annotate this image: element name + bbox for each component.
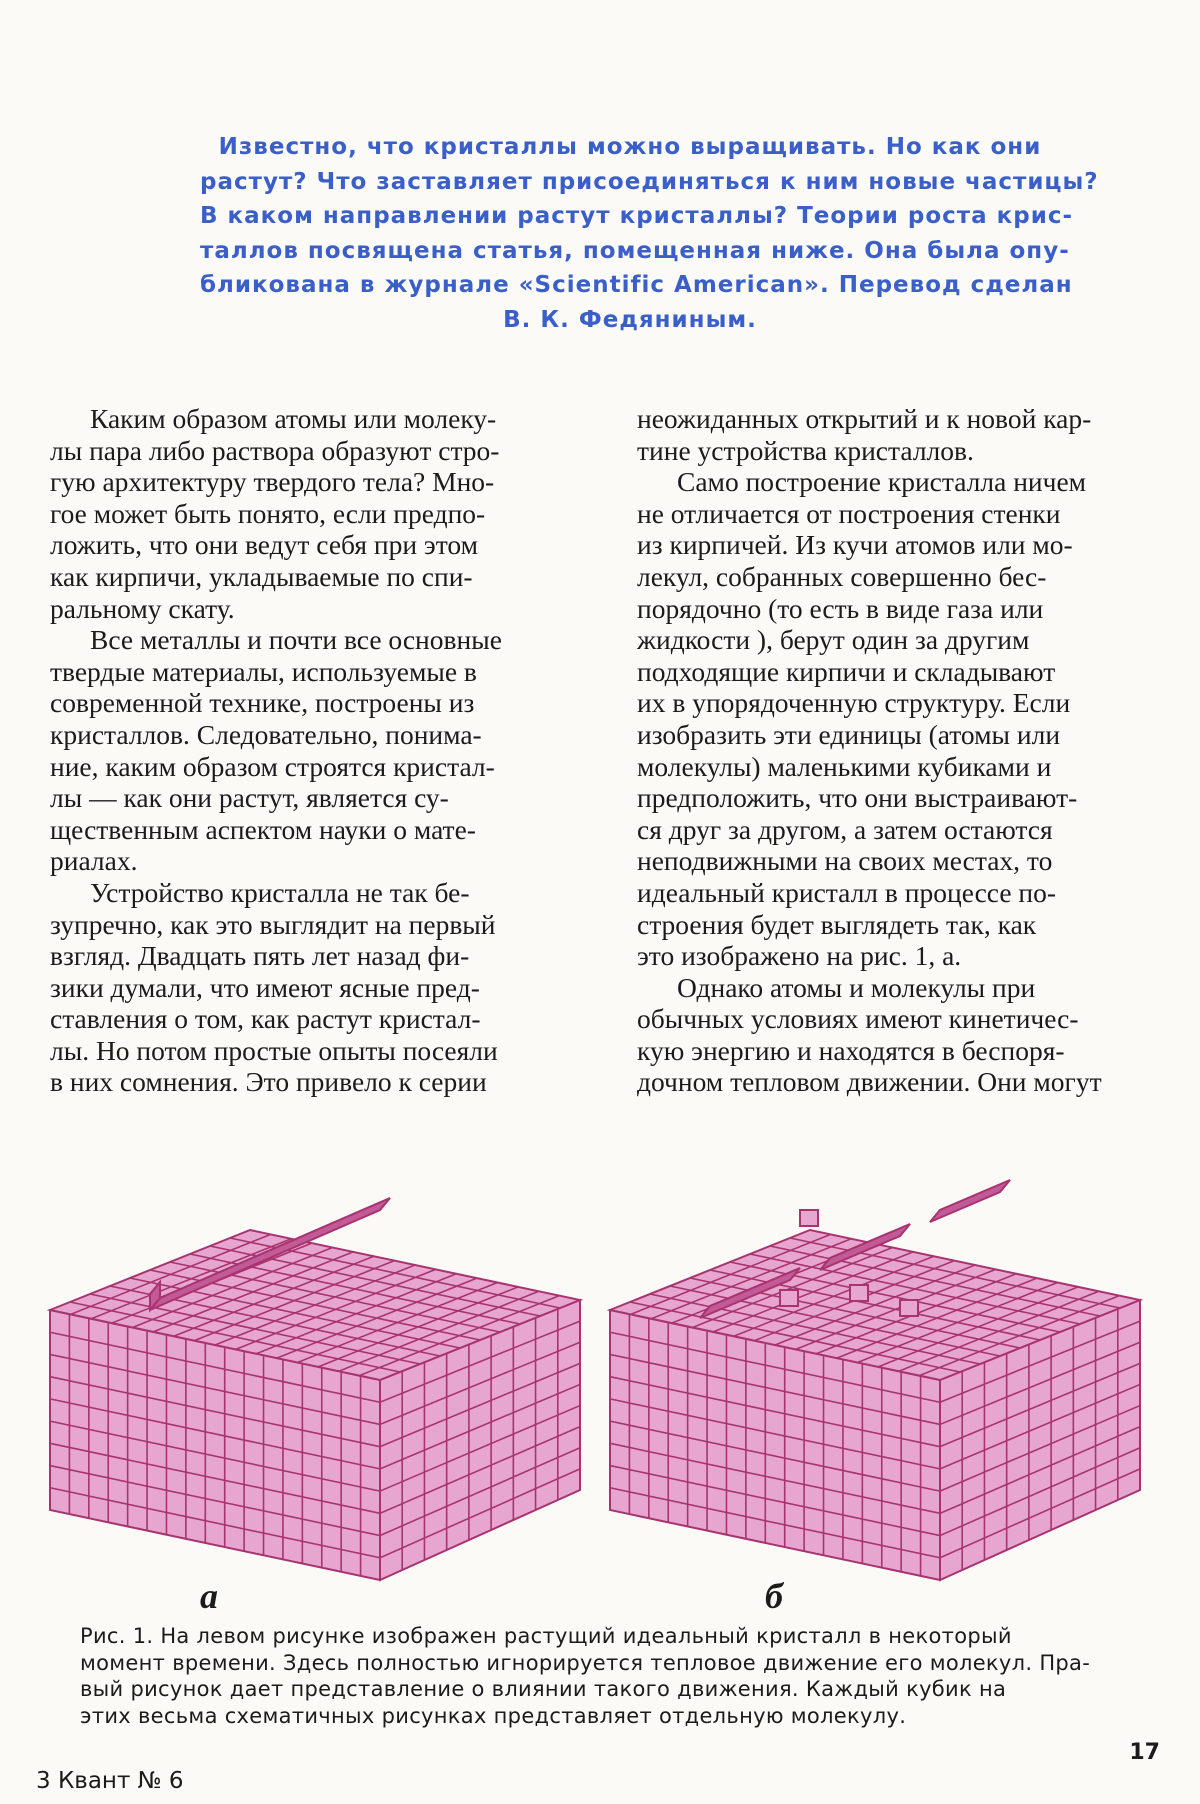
- intro-line: бликована в журнале «Scientific American». Перевод сделан: [200, 272, 1073, 298]
- text-line: порядочно (то есть в виде газа или: [637, 592, 1044, 624]
- text-line: щественным аспектом науки о мате-: [50, 813, 476, 845]
- text-line: лы. Но потом простые опыты посеяли: [50, 1034, 498, 1066]
- journal-signature: 3 Квант № 6: [36, 1768, 184, 1794]
- figure-caption: [80, 1623, 1125, 1729]
- adatom-cube: [780, 1290, 798, 1306]
- caption-line: момент времени. Здесь полностью игнорируется тепловое движение его молекул. Пра-: [80, 1650, 1091, 1675]
- text-line: жидкости ), берут один за другим: [637, 624, 1030, 656]
- page-number: 17: [1129, 1740, 1160, 1765]
- text-line: кристаллов. Следовательно, понима-: [50, 718, 482, 750]
- paragraph: [50, 624, 560, 877]
- paragraph: [50, 403, 560, 624]
- adatom-cube: [850, 1285, 868, 1301]
- text-line: ние, каким образом строятся кристал-: [50, 750, 495, 782]
- paragraph: [637, 972, 1165, 1098]
- text-line: лы — как они растут, является су-: [50, 782, 449, 814]
- text-line: идеальный кристалл в процессе по-: [637, 876, 1057, 908]
- text-line: ся друг за другом, а затем остаются: [637, 813, 1053, 845]
- text-line: дочном тепловом движении. Они могут: [637, 1066, 1102, 1098]
- text-line: изобразить эти единицы (атомы или: [637, 718, 1061, 750]
- text-line: зики думали, что имеют ясные пред-: [50, 971, 480, 1003]
- adatom-cube: [800, 1210, 818, 1226]
- text-line: предположить, что они выстраивают-: [637, 782, 1078, 814]
- paragraph: [50, 877, 560, 1098]
- text-line: взгляд. Двадцать пять лет назад фи-: [50, 940, 470, 972]
- figure-label-a: а: [200, 1576, 218, 1616]
- text-line: из кирпичей. Из кучи атомов или мо-: [637, 529, 1073, 561]
- paragraph: [637, 466, 1165, 972]
- figure-group: [40, 1170, 1170, 1590]
- intro-paragraph: [200, 130, 1099, 337]
- text-line: это изображено на рис. 1, а.: [637, 940, 962, 972]
- paragraph: [637, 403, 1165, 466]
- left-column: [50, 403, 560, 1098]
- crystal-figure-b: [600, 1170, 1180, 1590]
- text-line: риалах.: [50, 845, 138, 877]
- text-line: Каким образом атомы или молеку-: [90, 403, 497, 434]
- caption-line: этих весьма схематичных рисунках представляет отдельную молекулу.: [80, 1703, 907, 1728]
- text-line: гое может быть понято, если предпо-: [50, 497, 486, 529]
- text-line: Все металлы и почти все основные: [90, 624, 502, 656]
- text-line: зупречно, как это выглядит на первый: [50, 908, 496, 940]
- text-line: ставления о том, как растут кристал-: [50, 1003, 481, 1035]
- intro-line: таллов посвящена статья, помещенная ниже. Она была опу-: [200, 237, 1070, 264]
- text-line: тине устройства кристаллов.: [637, 434, 974, 466]
- adatom-cube: [900, 1300, 918, 1316]
- text-line: современной технике, построены из: [50, 687, 475, 719]
- intro-line: В. К. Федяниным.: [503, 306, 757, 333]
- text-line: Однако атомы и молекулы при: [677, 971, 1036, 1003]
- crystal-figure-a: [40, 1170, 600, 1590]
- text-line: кую энергию и находятся в беспоря-: [637, 1034, 1065, 1066]
- intro-line: Известно, что кристаллы можно выращивать. Но как они: [218, 134, 1042, 160]
- text-line: неожиданных открытий и к новой кар-: [637, 403, 1092, 434]
- text-line: обычных условиях имеют кинетичес-: [637, 1003, 1079, 1035]
- text-line: твердые материалы, используемые в: [50, 655, 477, 687]
- text-line: ральному скату.: [50, 592, 235, 624]
- text-line: ложить, что они ведут себя при этом: [50, 529, 479, 561]
- text-line: лекул, собранных совершенно бес-: [637, 560, 1047, 592]
- text-line: лы пара либо раствора образуют стро-: [50, 434, 500, 466]
- text-line: строения будет выглядеть так, как: [637, 908, 1037, 940]
- text-line: подходящие кирпичи и складывают: [637, 655, 1056, 687]
- caption-line: вый рисунок дает представление о влиянии такого движения. Каждый кубик на: [80, 1677, 1007, 1701]
- caption-line: Рис. 1. На левом рисунке изображен растущий идеальный кристалл в некоторый: [80, 1624, 1012, 1648]
- text-line: Само построение кристалла ничем: [677, 466, 1087, 498]
- text-line: не отличается от построения стенки: [637, 497, 1061, 529]
- text-line: молекулы) маленькими кубиками и: [637, 750, 1052, 782]
- intro-line: растут? Что заставляет присоединяться к ним новые частицы?: [200, 168, 1099, 195]
- text-line: как кирпичи, укладываемые по спи-: [50, 560, 473, 592]
- text-line: Устройство кристалла не так бе-: [90, 876, 470, 908]
- right-column: [637, 403, 1165, 1098]
- text-line: их в упорядоченную структуру. Если: [637, 687, 1071, 719]
- text-line: неподвижными на своих местах, то: [637, 845, 1053, 877]
- text-line: гую архитектуру твердого тела? Мно-: [50, 466, 495, 498]
- text-line: в них сомнения. Это привело к серии: [50, 1066, 487, 1098]
- growth-step: [930, 1180, 1010, 1222]
- figure-label-b: б: [765, 1576, 783, 1616]
- intro-line: В каком направлении растут кристаллы? Теории роста крис-: [200, 203, 1074, 229]
